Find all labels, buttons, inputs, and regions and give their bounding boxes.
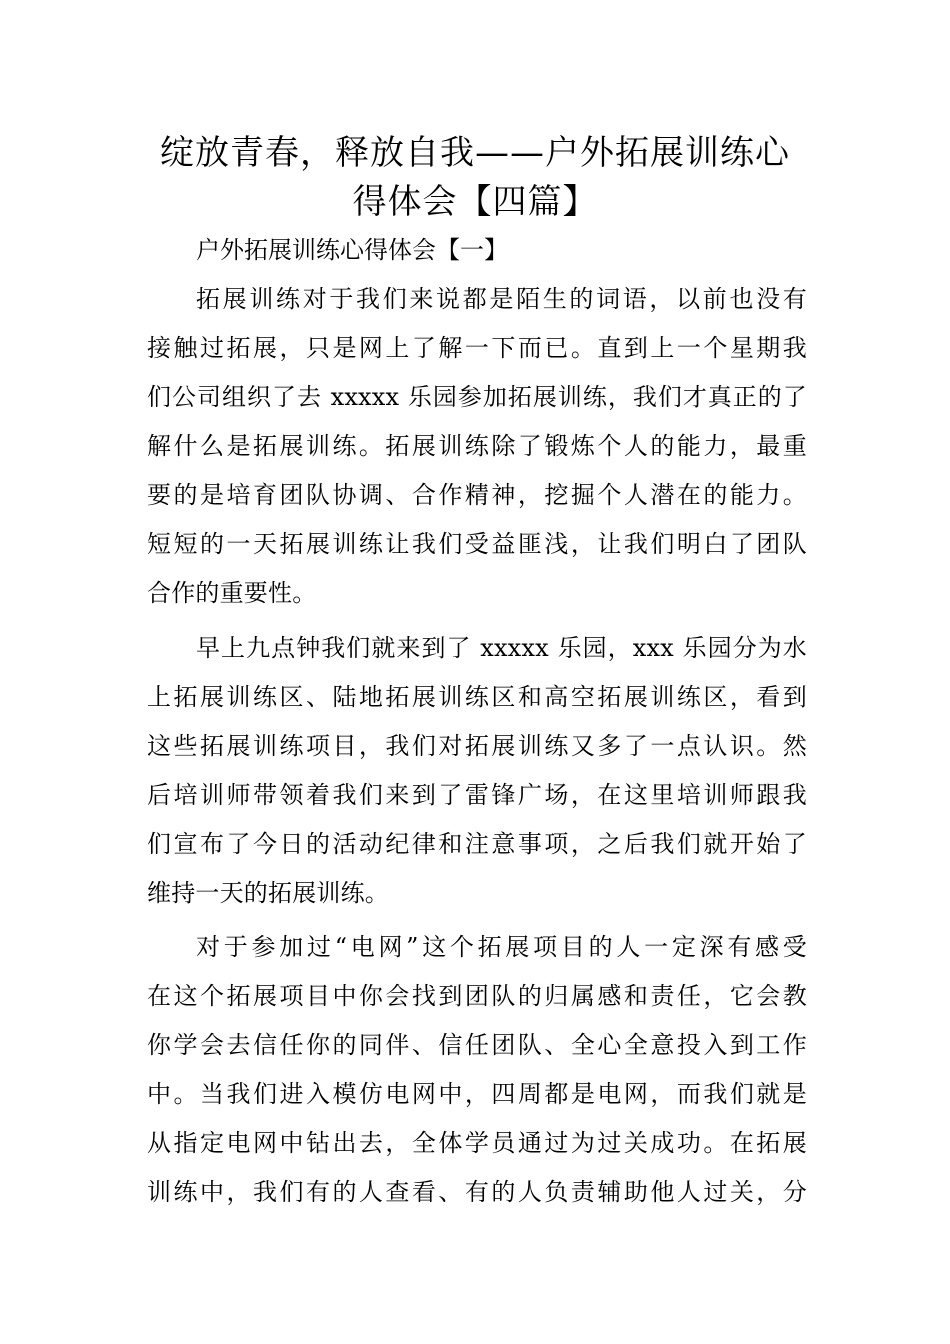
paragraph-1-line-3: 们公司组织了去 xxxxx 乐园参加拓展训练，我们才真正的了	[147, 383, 807, 411]
paragraph-1-line-5: 要的是培育团队协调、合作精神，挖掘个人潜在的能力。	[147, 481, 807, 509]
paragraph-1-line-4: 解什么是拓展训练。拓展训练除了锻炼个人的能力，最重	[147, 432, 807, 460]
paragraph-3-line-3: 你学会去信任你的同伴、信任团队、全心全意投入到工作	[147, 1031, 807, 1059]
paragraph-3-line-2: 在这个拓展项目中你会找到团队的归属感和责任，它会教	[147, 982, 807, 1010]
paragraph-1-line-1: 拓展训练对于我们来说都是陌生的词语，以前也没有	[196, 285, 807, 313]
paragraph-2-line-5: 们宣布了今日的活动纪律和注意事项，之后我们就开始了	[147, 830, 807, 858]
section-heading: 户外拓展训练心得体会【一】	[196, 236, 508, 264]
paragraph-3-line-6: 训练中，我们有的人查看、有的人负责辅助他人过关，分	[147, 1178, 807, 1206]
paragraph-3-line-5: 从指定电网中钻出去，全体学员通过为过关成功。在拓展	[147, 1129, 807, 1157]
paragraph-2-line-1: 早上九点钟我们就来到了 xxxxx 乐园，xxx 乐园分为水	[196, 634, 807, 662]
document-title-line-1: 绽放青春，释放自我——户外拓展训练心	[160, 133, 790, 173]
document-title-line-2: 得体会【四篇】	[352, 182, 598, 222]
paragraph-3-line-1: 对于参加过“电网”这个拓展项目的人一定深有感受	[196, 933, 807, 961]
paragraph-3-line-4: 中。当我们进入模仿电网中，四周都是电网，而我们就是	[147, 1080, 807, 1108]
paragraph-1-line-7: 合作的重要性。	[147, 579, 317, 607]
paragraph-1-line-2: 接触过拓展，只是网上了解一下而已。直到上一个星期我	[147, 334, 807, 362]
paragraph-2-line-2: 上拓展训练区、陆地拓展训练区和高空拓展训练区，看到	[147, 683, 807, 711]
paragraph-2-line-6: 维持一天的拓展训练。	[147, 879, 389, 907]
paragraph-1-line-6: 短短的一天拓展训练让我们受益匪浅，让我们明白了团队	[147, 530, 807, 558]
paragraph-2-line-4: 后培训师带领着我们来到了雷锋广场，在这里培训师跟我	[147, 781, 807, 809]
paragraph-2-line-3: 这些拓展训练项目，我们对拓展训练又多了一点认识。然	[147, 732, 807, 760]
